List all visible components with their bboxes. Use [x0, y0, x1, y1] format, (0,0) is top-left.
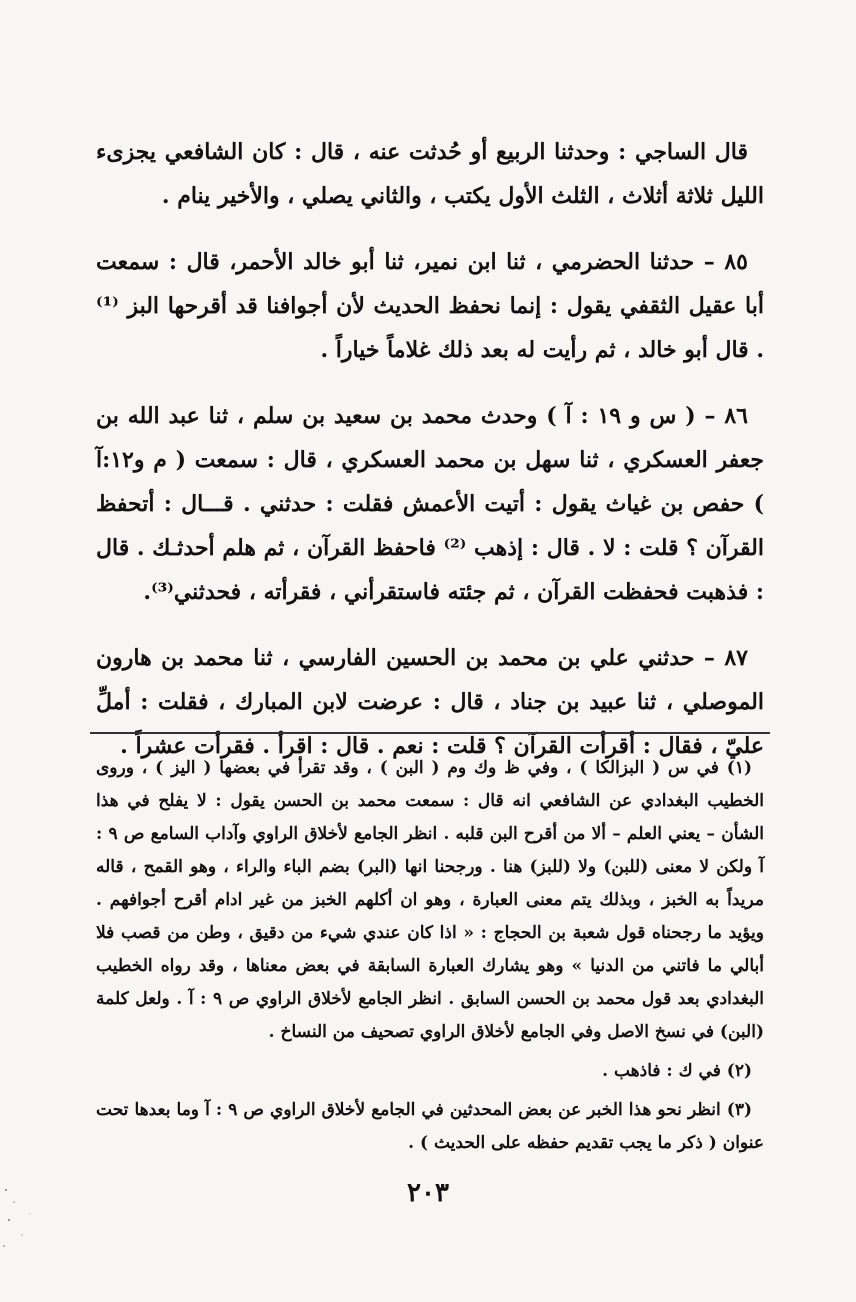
- footnote-3: (٣) انظر نحو هذا الخبر عن بعض المحدثين في الجامع لأخلاق الراوي ص ٩ : آ وما بعدها تحت عنوان ( ذكر ما يجب تقديم حفظه على الحديث ) .: [96, 1100, 764, 1153]
- paragraph-87: ٨٧ – حدثني علي بن محمد بن الحسين الفارسي ، ثنا محمد بن هارون الموصلي ، ثنا عبيد بن جناد ، قال : عرضت لابن المبارك ، فقلت : أملِّ عليّ ، فقال : أقرأت القرآن ؟ قلت : نعم . قال : اقرأ . فقرأت عشراً .: [96, 645, 764, 759]
- footnote-2: (٢) في ك : فاذهب .: [602, 1061, 752, 1081]
- paragraph-86: ٨٦ – ( س و ١٩ : آ ) وحدث محمد بن سعيد بن سلم ، ثنا عبد الله بن جعفر العسكري ، ثنا سهل بن محمد العسكري ، قال : سمعت ( م و١٢:آ ) حفص بن غياث يقول : أتيت الأعمش فقلت : حدثني . قـــال : أتحفظ القرآن ؟ قلت : لا . قال : إذهب ⁽²⁾ فاحفظ القرآن ، ثم هلم أحدثـك . قال : فذهبت فحفظت القرآن ، ثم جئته فاستقرأني ، فقرأته ، فحدثني⁽³⁾.: [96, 403, 764, 605]
- footnotes: [96, 752, 764, 1166]
- main-text: [96, 130, 764, 790]
- footnote-1: (١) في س ( البزالكا ) ، وفي ظ وك وم ( البن ) ، وقد تقرأ في بعضها ( اليز ) ، وروى الخطيب البغدادي عن الشافعي انه قال : سمعت محمد بن الحسن يقول : لا يفلح في هذا الشأن – يعني العلم – ألا من أقرح البن قلبه . انظر الجامع لأخلاق الراوي وآداب السامع ص ٩ : آ ولكن لا معنى (للبن) ولا (للبز) هنا . ورجحنا انها (البر) بضم الباء والراء ، وهو القمح ، قاله مريداً به الخبز ، وبذلك يتم معنى العبارة ، وهو ان أكلهم الخبز من غير ادام أقرح أجوافهم . ويؤيد ما رجحناه قول شعبة بن الحجاج : « اذا كان عندي شيء من دقيق ، وطن من قصب فلا أبالي ما فاتني من الدنيا » وهو يشارك العبارة السابقة في بعض معناها ، وقد رواه الخطيب البغدادي بعد قول محمد بن الحسن السابق . انظر الجامع لأخلاق الراوي ص ٩ : آ . ولعل كلمة (البن) في نسخ الاصل وفي الجامع لأخلاق الراوي تصحيف من النساخ .: [96, 758, 764, 1042]
- page-number: ٢٠٣: [407, 1178, 449, 1208]
- footnote-divider: [90, 732, 770, 734]
- paragraph-saji: قال الساجي : وحدثنا الربيع أو حُدثت عنه ، قال : كان الشافعي يجزىء الليل ثلاثة أثلاث ، الثلث الأول يكتب ، والثاني يصلي ، والأخير ينام .: [96, 139, 764, 209]
- paragraph-85: ٨٥ – حدثنا الحضرمي ، ثنا ابن نمير، ثنا أبو خالد الأحمر، قال : سمعت أبا عقيل الثقفي يقول : إنما نحفظ الحديث لأن أجوافنا قد أقرحها البز ⁽¹⁾ . قال أبو خالد ، ثم رأيت له بعد ذلك غلاماً خياراً .: [96, 249, 764, 363]
- scan-specks: [0, 1180, 60, 1260]
